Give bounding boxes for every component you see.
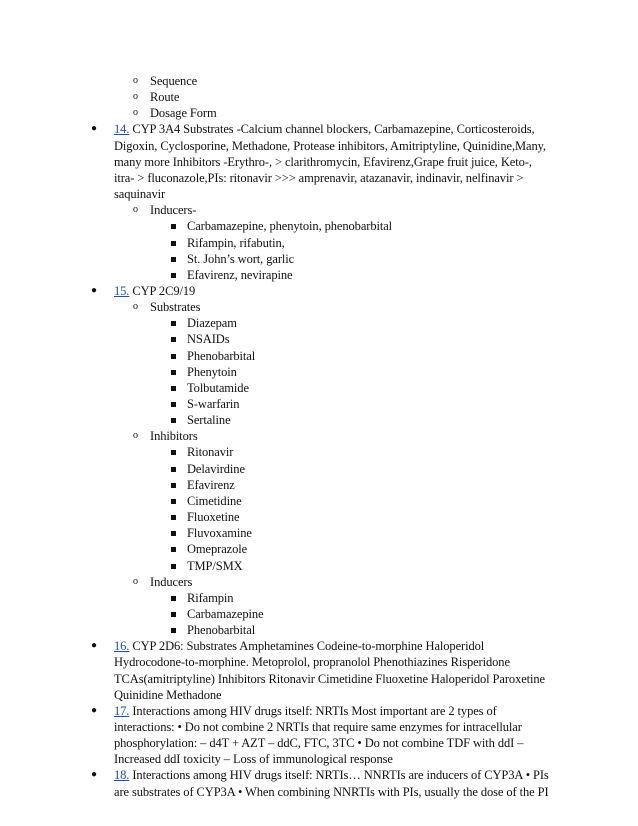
item-text: Inhibitors: [150, 429, 198, 444]
item-text: Interactions among HIV drugs itself: NRTIs Most important are 2 types of: [129, 703, 497, 718]
list-item: [114, 687, 554, 703]
list-item: [114, 170, 554, 186]
item-text: Sequence: [150, 74, 198, 88]
item-text: Quinidine Methadone: [114, 687, 222, 702]
list-item: [114, 719, 554, 735]
square-bullet-icon: [171, 450, 176, 455]
square-bullet-icon: [171, 499, 176, 504]
item-text: Carbamazepine, phenytoin, phenobarbital: [187, 219, 393, 234]
list-item: [187, 509, 239, 525]
item-text: Ritonavir: [187, 445, 234, 460]
square-bullet-icon: [171, 467, 176, 472]
list-item: [150, 299, 200, 315]
list-item: [150, 73, 197, 89]
square-bullet-icon: [171, 596, 176, 601]
item-number-link[interactable]: 18.: [114, 768, 130, 783]
circle-bullet-icon: o: [133, 91, 138, 103]
list-item: [187, 590, 233, 606]
item-text: Increased ddI toxicity – Loss of immunological response: [114, 752, 393, 767]
list-item: [187, 444, 233, 460]
list-item: [187, 331, 229, 347]
item-text: Phenobarbital: [187, 623, 256, 638]
list-item: [150, 428, 198, 444]
square-bullet-icon: [171, 418, 176, 423]
item-text: Efavirenz: [187, 477, 235, 492]
list-item: [114, 784, 554, 800]
list-item: [187, 267, 292, 283]
square-bullet-icon: [171, 321, 176, 326]
list-item: [187, 541, 247, 557]
list-item: [114, 767, 554, 783]
item-text: Route: [150, 90, 180, 105]
list-item: [114, 283, 554, 299]
square-bullet-icon: [171, 612, 176, 617]
square-bullet-icon: [171, 483, 176, 488]
item-text: Fluvoxamine: [187, 526, 252, 541]
list-item: [187, 461, 245, 477]
list-item: [187, 477, 235, 493]
list-item: [150, 574, 192, 590]
item-number-link[interactable]: 14.: [114, 122, 130, 137]
circle-bullet-icon: o: [133, 107, 138, 119]
list-item: [187, 412, 231, 428]
square-bullet-icon: [171, 354, 176, 359]
list-item: [187, 493, 242, 509]
list-item: [114, 654, 554, 670]
circle-bullet-icon: o: [133, 301, 138, 313]
item-text: Efavirenz, nevirapine: [187, 267, 293, 282]
circle-bullet-icon: o: [133, 204, 138, 216]
item-text: Rifampin, rifabutin,: [187, 235, 285, 250]
square-bullet-icon: [171, 515, 176, 520]
square-bullet-icon: [171, 402, 176, 407]
item-text: Digoxin, Cyclosporine, Methadone, Protease inhibitors, Amitriptyline, Quinidine,Many,: [114, 138, 546, 153]
item-text: Diazepam: [187, 316, 237, 331]
item-text: Dosage Form: [150, 106, 217, 121]
item-text: Carbamazepine: [187, 606, 264, 621]
list-item: [114, 186, 554, 202]
list-item: [150, 105, 217, 121]
list-item: [114, 671, 554, 687]
item-text: Hydrocodone-to-morphine. Metoprolol, propranolol Phenothiazines Risperidone: [114, 655, 510, 670]
circle-bullet-icon: o: [133, 575, 138, 587]
item-text: saquinavir: [114, 187, 166, 202]
list-item: [187, 606, 263, 622]
bullet-icon: ●: [91, 123, 98, 135]
item-text: Phenobarbital: [187, 348, 256, 363]
list-item: [114, 735, 554, 751]
square-bullet-icon: [171, 564, 176, 569]
list-item: [187, 218, 392, 234]
item-text: St. John’s wort, garlic: [187, 251, 295, 266]
item-text: many more Inhibitors -Erythro-, > clarithromycin, Efavirenz,Grape fruit juice, Keto-,: [114, 154, 532, 169]
square-bullet-icon: [171, 241, 176, 246]
bullet-icon: ●: [91, 769, 98, 781]
list-item: [114, 751, 554, 767]
list-item: [114, 154, 554, 170]
item-text: TMP/SMX: [187, 558, 243, 573]
item-text: are substrates of CYP3A • When combining NNRTIs with PIs, usually the dose of the PI: [114, 784, 549, 799]
item-text: Tolbutamide: [187, 380, 249, 395]
item-text: NSAIDs: [187, 332, 230, 347]
item-text: Inducers-: [150, 203, 197, 218]
list-item: [187, 396, 239, 412]
bullet-icon: ●: [91, 640, 98, 652]
list-item: [187, 235, 285, 251]
list-item: [187, 525, 252, 541]
item-text: Interactions among HIV drugs itself: NRTIs… NNRTIs are inducers of CYP3A • PIs: [129, 768, 549, 783]
square-bullet-icon: [171, 386, 176, 391]
item-text: interactions: • Do not combine 2 NRTIs that require same enzymes for intracellular: [114, 720, 522, 734]
square-bullet-icon: [171, 337, 176, 342]
list-item: [187, 364, 237, 380]
list-item: [114, 703, 554, 719]
item-text: itra- > fluconazole,PIs: ritonavir >>> amprenavir, atazanavir, indinavir, nelfinavir >: [114, 170, 524, 185]
item-number-link[interactable]: 16.: [114, 639, 130, 654]
list-item: [114, 121, 554, 137]
item-text: CYP 2D6: Substrates Amphetamines Codeine-to-morphine Haloperidol: [129, 639, 485, 654]
item-text: CYP 2C9/19: [129, 283, 196, 298]
item-text: Inducers: [150, 574, 193, 589]
list-item: [150, 202, 196, 218]
list-item: [187, 315, 237, 331]
item-text: Phenytoin: [187, 364, 237, 379]
circle-bullet-icon: o: [133, 75, 138, 86]
bullet-icon: ●: [91, 704, 98, 716]
square-bullet-icon: [171, 628, 176, 633]
list-item: [187, 348, 255, 364]
list-item: [150, 89, 179, 105]
list-item: [187, 558, 243, 574]
item-number-link[interactable]: 15.: [114, 283, 130, 298]
item-text: phosphorylation: – d4T + AZT – ddC, FTC, 3TC • Do not combine TDF with ddI –: [114, 736, 524, 751]
item-text: Delavirdine: [187, 461, 245, 476]
list-item: [114, 638, 554, 654]
list-item: [187, 251, 294, 267]
list-item: [187, 380, 249, 396]
square-bullet-icon: [171, 370, 176, 375]
list-item: [114, 138, 554, 154]
item-text: TCAs(amitriptyline) Inhibitors Ritonavir Cimetidine Fluoxetine Haloperidol Paroxetine: [114, 671, 546, 686]
square-bullet-icon: [171, 257, 176, 262]
item-text: CYP 3A4 Substrates -Calcium channel blockers, Carbamazepine, Corticosteroids,: [129, 122, 535, 137]
square-bullet-icon: [171, 273, 176, 278]
list-item: [187, 622, 255, 638]
item-text: Omeprazole: [187, 542, 248, 557]
item-text: S-warfarin: [187, 397, 240, 411]
item-number-link[interactable]: 17.: [114, 703, 130, 718]
bullet-icon: ●: [91, 284, 98, 296]
circle-bullet-icon: o: [133, 430, 138, 442]
square-bullet-icon: [171, 547, 176, 552]
item-text: Cimetidine: [187, 493, 242, 508]
item-text: Fluoxetine: [187, 510, 240, 525]
square-bullet-icon: [171, 531, 176, 536]
item-text: Rifampin: [187, 590, 234, 605]
item-text: Substrates: [150, 300, 201, 315]
item-text: Sertaline: [187, 413, 231, 428]
square-bullet-icon: [171, 224, 176, 229]
